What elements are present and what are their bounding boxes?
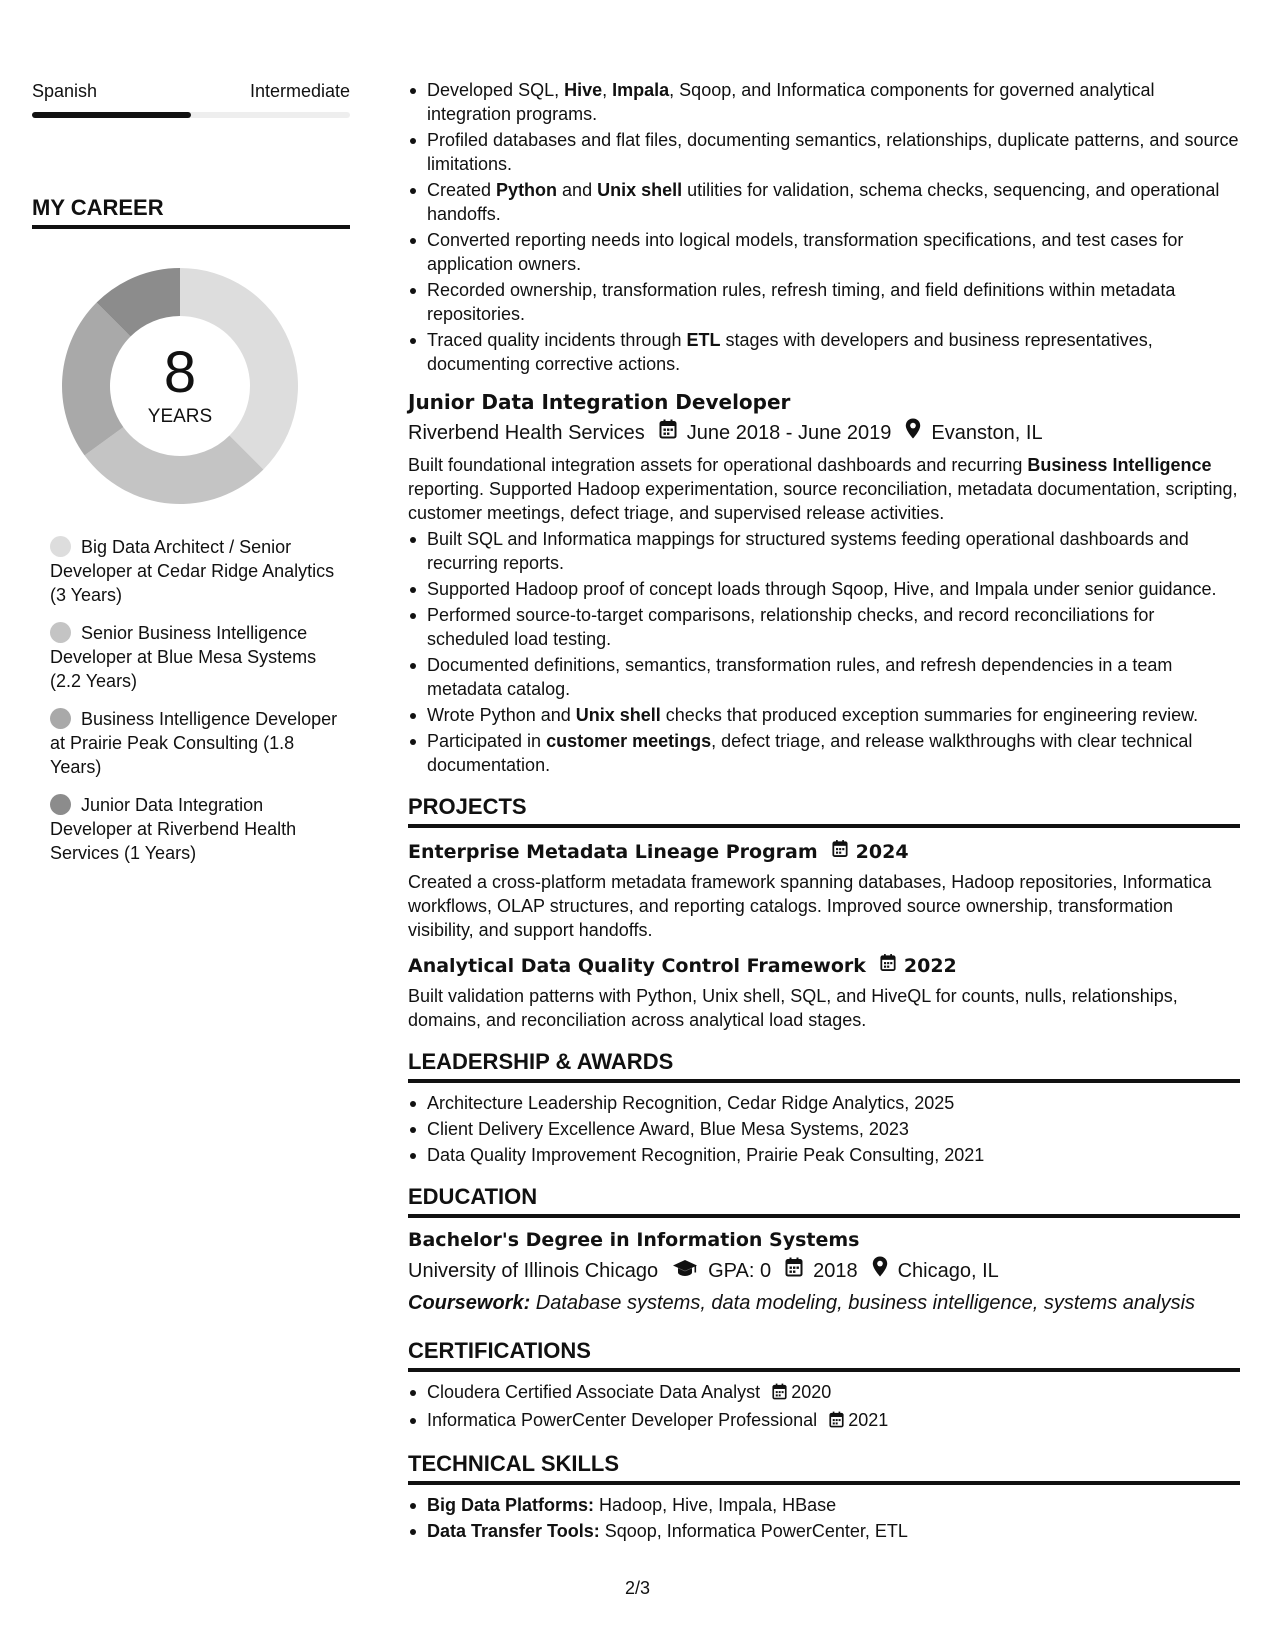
awards-list — [408, 1091, 1240, 1167]
list-item: Performed source-to-target comparisons, relationship checks, and record reconciliations for scheduled load testing. — [408, 603, 1240, 651]
legend-item — [50, 621, 340, 693]
list-item: Cloudera Certified Associate Data Analyst 2020 — [408, 1380, 1240, 1406]
legend-item — [50, 535, 340, 607]
sidebar — [32, 78, 350, 879]
project-year: 2024 — [855, 841, 909, 863]
location-pin-icon — [905, 418, 921, 447]
page-number: 2/3 — [624, 1578, 651, 1598]
graduation-cap-icon — [672, 1257, 698, 1285]
legend-label: Big Data Architect / Senior Developer at Cedar Ridge Analytics (3 Years) — [50, 537, 335, 605]
list-item: Big Data Platforms: Hadoop, Hive, Impala, HBase — [408, 1493, 1240, 1517]
legend-item — [50, 707, 340, 779]
degree-title: Bachelor's Degree in Information Systems — [408, 1229, 860, 1251]
projects-heading: PROJECTS — [408, 793, 1240, 828]
list-item: Created Python and Unix shell utilities for validation, schema checks, sequencing, and operational handoffs. — [408, 178, 1240, 226]
donut-center — [55, 261, 305, 511]
list-item: Client Delivery Excellence Award, Blue Mesa Systems, 2023 — [408, 1117, 1240, 1141]
legend-dot — [50, 794, 71, 815]
list-item: Participated in customer meetings, defect triage, and release walkthroughs with clear technical documentation. — [408, 729, 1240, 777]
certifications-heading: CERTIFICATIONS — [408, 1337, 1240, 1372]
education-heading: EDUCATION — [408, 1183, 1240, 1218]
education-meta — [408, 1256, 1240, 1285]
school-name: University of Illinois Chicago — [408, 1259, 659, 1282]
location-pin-icon — [872, 1256, 888, 1285]
legend-label: Senior Business Intelligence Developer at Blue Mesa Systems (2.2 Years) — [50, 623, 317, 691]
job-company: Riverbend Health Services — [408, 421, 645, 444]
legend-dot — [50, 708, 71, 729]
language-row — [32, 78, 350, 104]
legend-label: Junior Data Integration Developer at Riverbend Health Services (1 Years) — [50, 795, 297, 863]
job-bullets — [408, 527, 1240, 777]
calendar-icon — [832, 838, 848, 866]
coursework-label: Coursework: — [408, 1292, 531, 1314]
school-location: Chicago, IL — [897, 1259, 999, 1282]
graduation-year: 2018 — [813, 1259, 858, 1282]
job-description: Built foundational integration assets for operational dashboards and recurring Business Intelligence reporting. Supported Hadoop experimentation, source reconciliation, metadata documentation, scripting, customer meetings, defect triage, and supervised release activities. — [408, 455, 1238, 523]
project-year: 2022 — [903, 955, 957, 977]
project-description: Created a cross-platform metadata framework spanning databases, Hadoop repositories, Informatica workflows, OLAP structures, and reporting catalogs. Improved source ownership, transformation visibility, and support handoffs. — [408, 872, 1212, 940]
calendar-icon — [659, 419, 677, 447]
project-description: Built validation patterns with Python, Unix shell, SQL, and HiveQL for counts, nulls, relationships, domains, and reconciliation across analytical load stages. — [408, 986, 1178, 1030]
gpa: GPA: 0 — [708, 1259, 772, 1282]
skills-heading: TECHNICAL SKILLS — [408, 1450, 1240, 1485]
list-item: Developed SQL, Hive, Impala, Sqoop, and Informatica components for governed analytical integration programs. — [408, 78, 1240, 126]
awards-heading: LEADERSHIP & AWARDS — [408, 1048, 1240, 1083]
list-item: Data Quality Improvement Recognition, Prairie Peak Consulting, 2021 — [408, 1143, 1240, 1167]
list-item: Traced quality incidents through ETL stages with developers and business representatives, documenting corrective actions. — [408, 328, 1240, 376]
job-dates: June 2018 - June 2019 — [686, 421, 892, 444]
coursework: Coursework: Database systems, data modeling, business intelligence, systems analysis — [408, 1292, 1196, 1314]
calendar-icon — [785, 1257, 803, 1285]
career-total-number: 8 — [163, 340, 197, 405]
language-level: Intermediate — [249, 81, 350, 101]
job-title: Junior Data Integration Developer — [408, 390, 791, 414]
calendar-icon — [829, 1410, 844, 1434]
calendar-icon — [772, 1382, 787, 1406]
project-title: Analytical Data Quality Control Framework 2022 — [408, 952, 1240, 980]
legend-item — [50, 793, 340, 865]
list-item: Recorded ownership, transformation rules, refresh timing, and field definitions within metadata repositories. — [408, 278, 1240, 326]
career-legend — [50, 535, 340, 865]
list-item: Informatica PowerCenter Developer Professional 2021 — [408, 1408, 1240, 1434]
language-proficiency-fill — [32, 112, 191, 118]
list-item: Documented definitions, semantics, transformation rules, and refresh dependencies in a team metadata catalog. — [408, 653, 1240, 701]
legend-dot — [50, 622, 71, 643]
job-location: Evanston, IL — [931, 421, 1043, 444]
project-title: Enterprise Metadata Lineage Program 2024 — [408, 838, 1240, 866]
career-donut-chart — [55, 261, 305, 511]
certifications-list — [408, 1380, 1240, 1434]
list-item: Built SQL and Informatica mappings for structured systems feeding operational dashboards and recurring reports. — [408, 527, 1240, 575]
list-item: Wrote Python and Unix shell checks that produced exception summaries for engineering review. — [408, 703, 1240, 727]
list-item: Converted reporting needs into logical models, transformation specifications, and test cases for application owners. — [408, 228, 1240, 276]
previous-job-bullets — [408, 78, 1240, 376]
list-item: Profiled databases and flat files, documenting semantics, relationships, duplicate patterns, and source limitations. — [408, 128, 1240, 176]
legend-dot — [50, 536, 71, 557]
language-proficiency-bar — [32, 112, 350, 118]
job-meta — [408, 418, 1240, 447]
calendar-icon — [880, 952, 896, 980]
legend-label: Business Intelligence Developer at Prairie Peak Consulting (1.8 Years) — [50, 709, 338, 777]
career-total-unit: YEARS — [147, 406, 213, 427]
main-content — [408, 78, 1240, 1545]
list-item: Architecture Leadership Recognition, Cedar Ridge Analytics, 2025 — [408, 1091, 1240, 1115]
career-heading: MY CAREER — [32, 194, 350, 229]
list-item: Data Transfer Tools: Sqoop, Informatica PowerCenter, ETL — [408, 1519, 1240, 1543]
skills-list — [408, 1493, 1240, 1543]
language-name: Spanish — [32, 81, 98, 101]
list-item: Supported Hadoop proof of concept loads through Sqoop, Hive, and Impala under senior guidance. — [408, 577, 1240, 601]
